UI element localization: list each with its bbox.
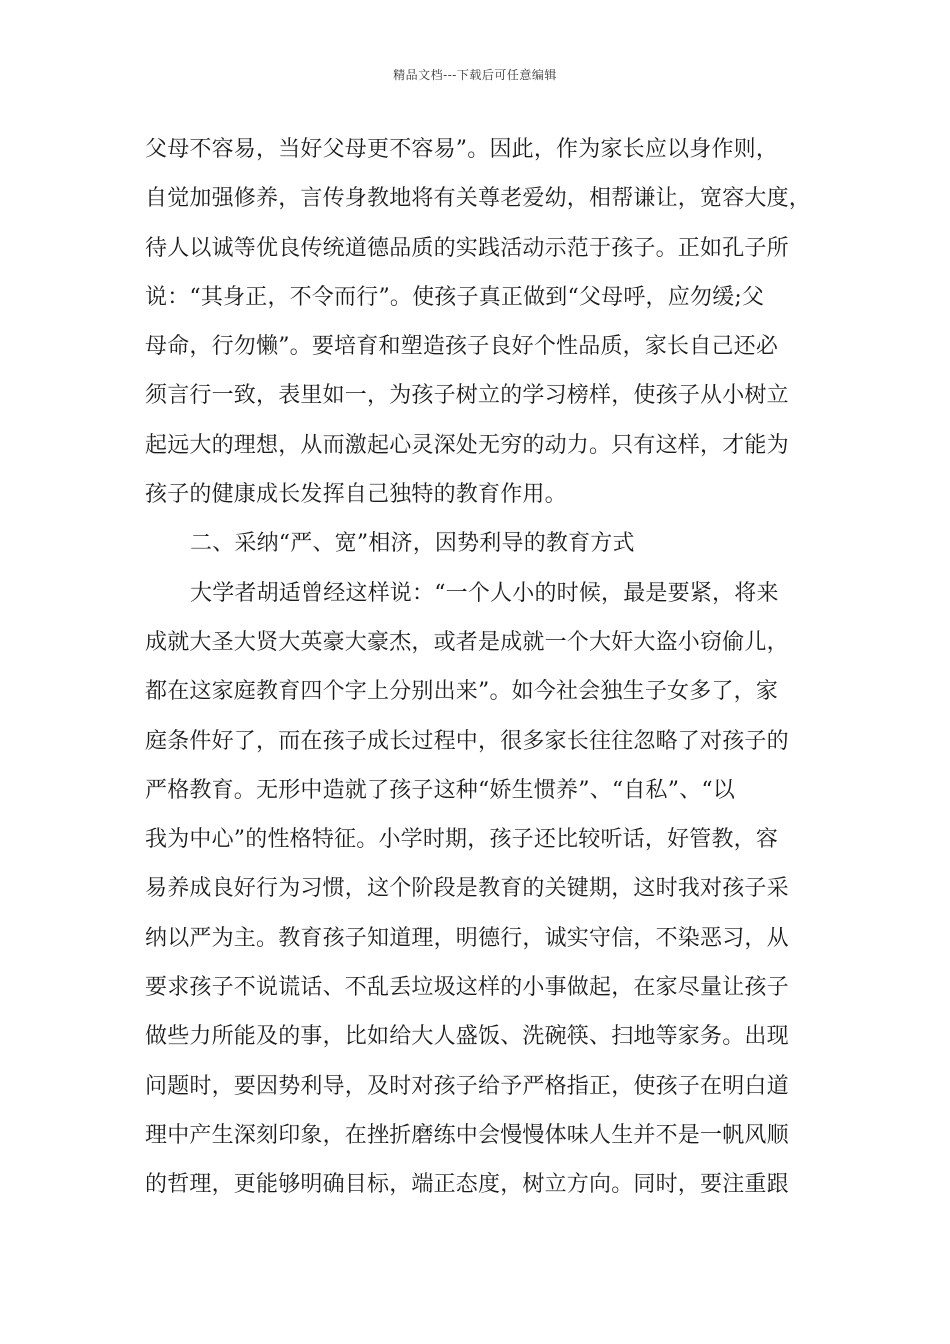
text-line: 须言行一致，表里如一，为孩子树立的学习榜样，使孩子从小树立 [145,383,789,409]
page-header: 精品文档---下载后可任意编辑 [393,68,557,82]
text-line: 都在这家庭教育四个字上分别出来”。如今社会独生子女多了，家 [145,679,779,705]
text-line: 理中产生深刻印象，在挫折磨练中会慢慢体味人生并不是一帆风顺 [145,1122,789,1148]
text-line: 母命，行勿懒”。要培育和塑造孩子良好个性品质，家长自己还必 [145,334,779,360]
text-line: 起远大的理想，从而激起心灵深处无穷的动力。只有这样，才能为 [145,432,789,458]
text-line: 孩子的健康成长发挥自己独特的教育作用。 [145,482,567,508]
text-line: 成就大圣大贤大英豪大豪杰，或者是成就一个大奸大盗小窃偷儿， [145,629,789,655]
text-line: 自觉加强修养，言传身教地将有关尊老爱幼，相帮谦让，宽容大度， [145,186,812,212]
text-line: 纳以严为主。教育孩子知道理，明德行，诚实守信，不染恶习，从 [145,925,789,951]
text-line: 的哲理，更能够明确目标，端正态度，树立方向。同时，要注重跟 [145,1172,789,1198]
text-line: 要求孩子不说谎话、不乱丢垃圾这样的小事做起，在家尽量让孩子 [145,975,789,1001]
text-line: 问题时，要因势利导，及时对孩子给予严格指正，使孩子在明白道 [145,1073,789,1099]
text-line: 我为中心”的性格特征。小学时期，孩子还比较听话，好管教，容 [145,827,779,853]
text-line: 易养成良好行为习惯，这个阶段是教育的关键期，这时我对孩子采 [145,876,789,902]
text-line: 严格教育。无形中造就了孩子这种“娇生惯养”、“自私”、“以 [145,777,736,803]
section-heading: 二、采纳“严、宽”相济，因势利导的教育方式 [190,531,635,557]
text-line: 做些力所能及的事，比如给大人盛饭、洗碗筷、扫地等家务。出现 [145,1024,789,1050]
text-line: 待人以诚等优良传统道德品质的实践活动示范于孩子。正如孔子所 [145,235,789,261]
text-line: 庭条件好了，而在孩子成长过程中，很多家长往往忽略了对孩子的 [145,728,789,754]
text-line: 大学者胡适曾经这样说：“一个人小的时候，最是要紧，将来 [190,580,779,606]
text-line: 父母不容易，当好父母更不容易”。因此，作为家长应以身作则， [145,137,779,162]
text-line: 说：“其身正，不令而行”。使孩子真正做到“父母呼，应勿缓;父 [145,284,765,310]
body-text [145,128,825,1213]
